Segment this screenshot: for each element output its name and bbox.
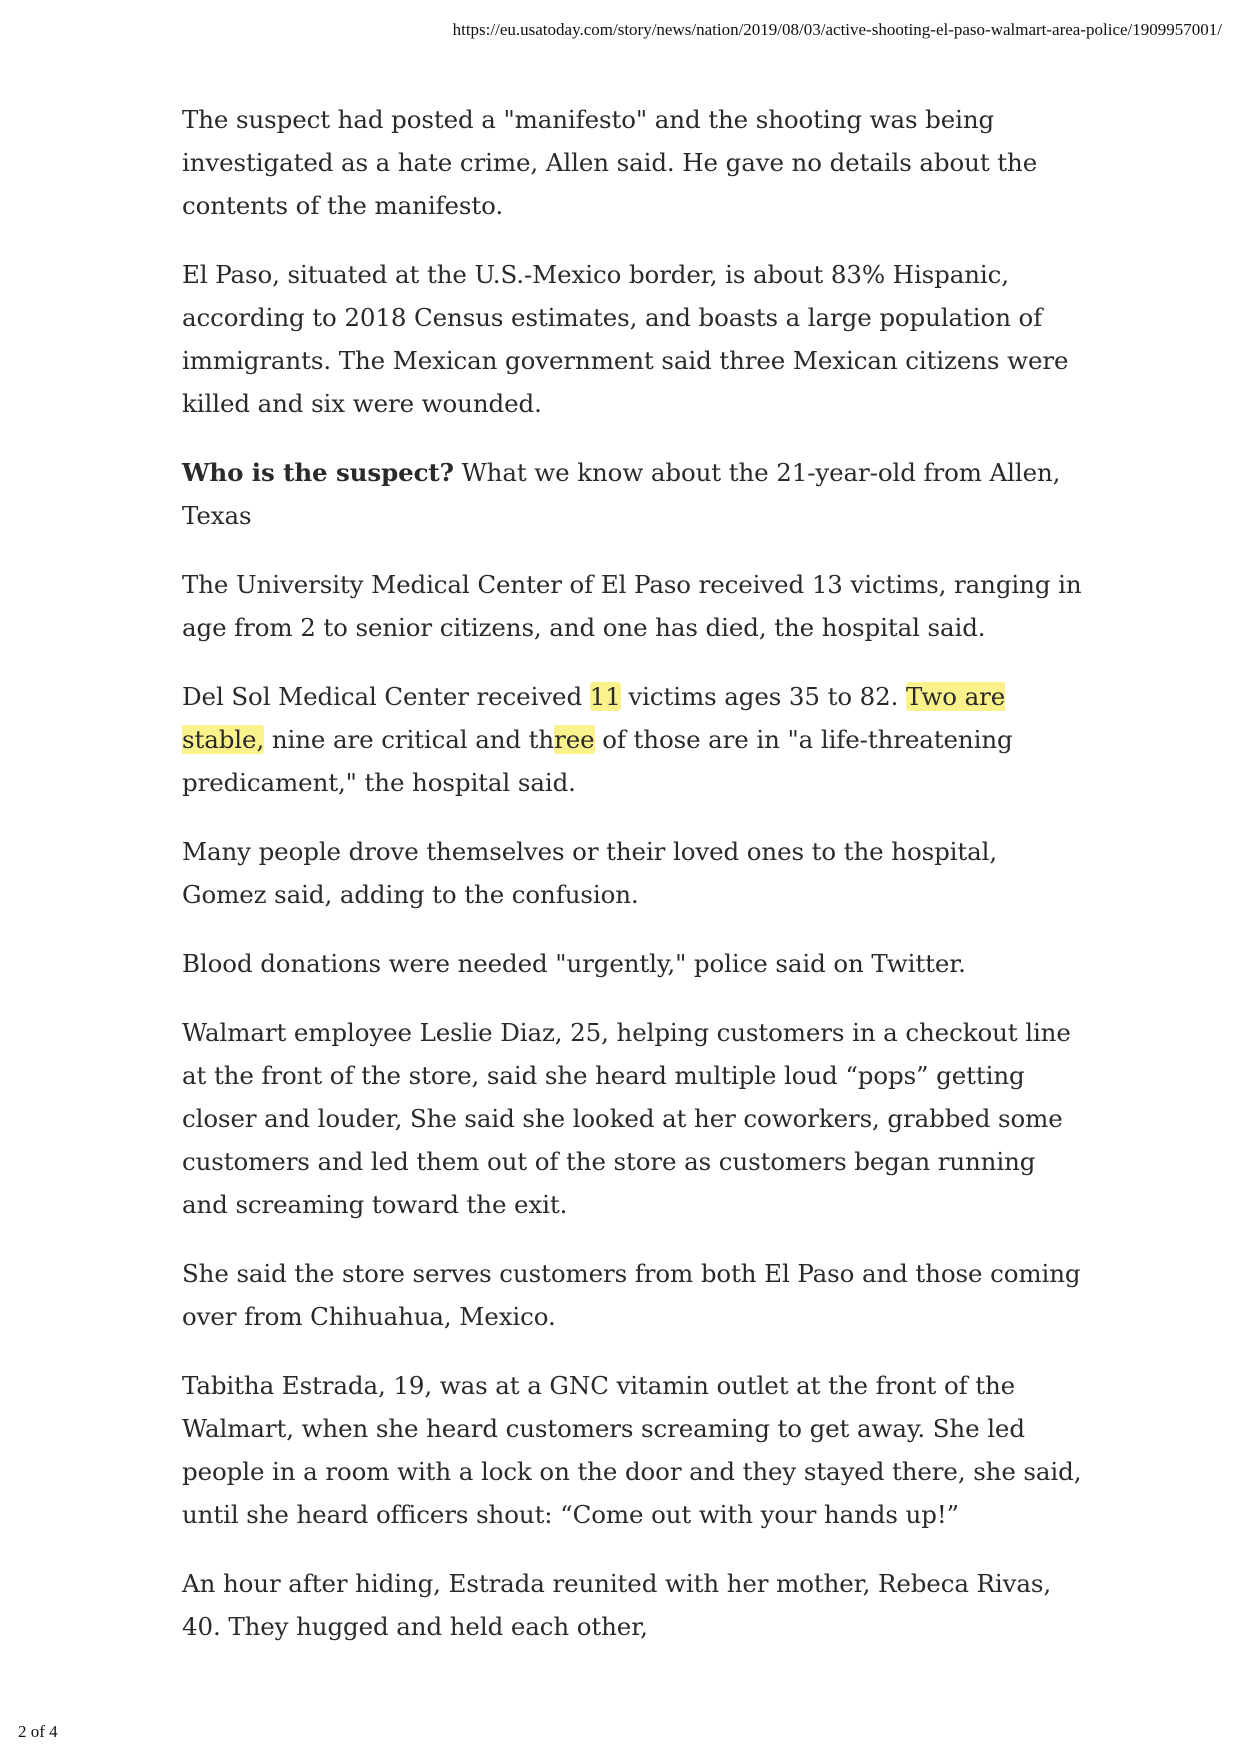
- paragraph-store-customers: She said the store serves customers from both El Paso and those coming over from Chihuahua, Mexico.: [182, 1259, 1081, 1331]
- paragraph-blood-donations: Blood donations were needed "urgently," police said on Twitter.: [182, 949, 966, 978]
- paragraph-tabitha-estrada: Tabitha Estrada, 19, was at a GNC vitamin outlet at the front of the Walmart, when she heard customers screaming to get away. She led people in a room with a lock on the door and they stayed there, she said, until she heard officers shout: “Come out with your hands up!”: [182, 1371, 1082, 1529]
- paragraph-del-sol-medical-center: [182, 675, 1082, 804]
- paragraph-manifesto: The suspect had posted a "manifesto" and the shooting was being investigated as a hate crime, Allen said. He gave no details about the contents of the manifesto.: [182, 105, 1038, 220]
- highlight-ree: ree: [554, 725, 595, 754]
- text-segment: victims ages 35 to 82.: [620, 682, 907, 711]
- paragraph-leslie-diaz: Walmart employee Leslie Diaz, 25, helping customers in a checkout line at the front of the store, said she heard multiple loud “pops” getting closer and louder, She said she looked at her coworkers, grabbed some customers and led them out of the store as customers began running and screaming toward the exit.: [182, 1018, 1071, 1219]
- text-segment: Del Sol Medical Center received: [182, 682, 590, 711]
- article-body: [182, 98, 1082, 1674]
- suspect-link-bold[interactable]: Who is the suspect?: [182, 458, 454, 487]
- text-segment: nine are critical and th: [264, 725, 555, 754]
- paragraph-reunited: An hour after hiding, Estrada reunited with her mother, Rebeca Rivas, 40. They hugged and held each other,: [182, 1569, 1052, 1641]
- text-segment: of those are in "a life-threatening predicament," the hospital said.: [182, 725, 1013, 797]
- paragraph-suspect-link[interactable]: [182, 451, 1082, 537]
- paragraph-drove-themselves: Many people drove themselves or their loved ones to the hospital, Gomez said, adding to the confusion.: [182, 837, 998, 909]
- page-url-header: https://eu.usatoday.com/story/news/nation/2019/08/03/active-shooting-el-paso-walmart-area-police/1909957001/: [452, 20, 1222, 39]
- highlight-eleven: 11: [589, 682, 621, 711]
- suspect-link-text[interactable]: What we know about the 21-year-old from Allen, Texas: [182, 458, 1061, 530]
- paragraph-el-paso-demographics: El Paso, situated at the U.S.-Mexico border, is about 83% Hispanic, according to 2018 Census estimates, and boasts a large population of immigrants. The Mexican government said three Mexican citizens were killed and six were wounded.: [182, 260, 1069, 418]
- highlight-two-are-stable: Two are stable,: [182, 682, 1006, 754]
- paragraph-university-medical-center: The University Medical Center of El Paso received 13 victims, ranging in age from 2 to senior citizens, and one has died, the hospital said.: [182, 570, 1082, 642]
- page-number: 2 of 4: [18, 1722, 58, 1741]
